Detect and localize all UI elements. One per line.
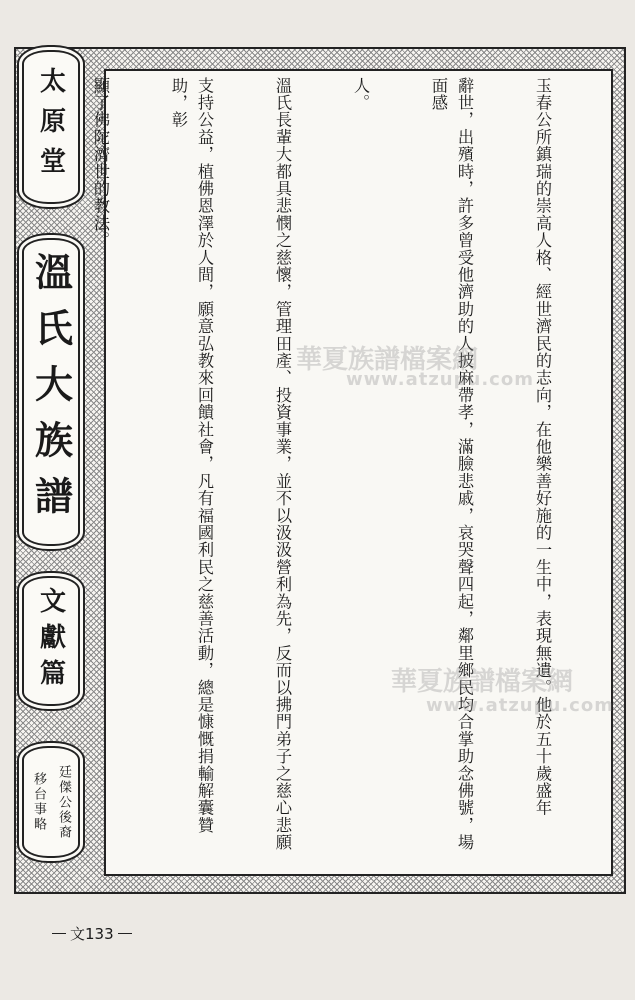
section-name: 文獻篇 — [35, 587, 66, 695]
watermark-url: www.atzupu.com — [346, 369, 534, 390]
dash-right — [118, 933, 132, 934]
book-title: 溫氏大族譜 — [28, 252, 74, 532]
chapter-subtitle-line1: 廷傑公後裔 — [56, 764, 71, 840]
book-title-cartouche — [22, 238, 80, 546]
chapter-subtitle-line2: 移台事略 — [31, 772, 46, 832]
chapter-cartouche — [22, 746, 80, 858]
watermark-text: 華夏族譜檔案網 — [391, 667, 574, 697]
dash-left — [52, 933, 66, 934]
paragraph-line: 支持公益，植佛恩澤於人間，願意弘教來回饋社會，凡有福國利民之慈善活動，總是慷慨捐輸解囊贊助，彰 — [169, 77, 214, 834]
paragraph-line: 顯了佛陀濟世的教法。 — [91, 77, 110, 249]
paragraph-line: 玉春公所鎮瑞的崇高人格、經世濟民的志向，在他樂善好施的一生中，表現無遺。他於五十歲盛年 — [533, 77, 552, 817]
paragraph-line: 人。 — [351, 77, 370, 112]
title-spine — [18, 28, 82, 840]
paragraph-line: 溫氏長輩大都具悲憫之慈懷，管理田產、投資事業，並不以汲汲營利為先，反而以拂門弟子之慈心悲願 — [273, 77, 292, 851]
watermark-text: 華夏族譜檔案網 — [296, 345, 479, 375]
hall-name: 太原堂 — [35, 67, 66, 187]
body-text — [0, 77, 607, 867]
page-number-text: 文133 — [70, 925, 114, 943]
page-border — [14, 47, 626, 894]
text-area — [91, 69, 614, 876]
hall-name-cartouche — [22, 50, 80, 204]
paragraph-line: 辭世，出殯時，許多曾受他濟助的人披麻帶孝，滿臉悲戚，哀哭聲四起，鄰里鄉民均合掌助念佛號，場面感 — [429, 77, 474, 851]
section-cartouche — [22, 576, 80, 706]
watermark-url: www.atzupu.com — [426, 695, 614, 716]
page-number — [52, 923, 132, 944]
